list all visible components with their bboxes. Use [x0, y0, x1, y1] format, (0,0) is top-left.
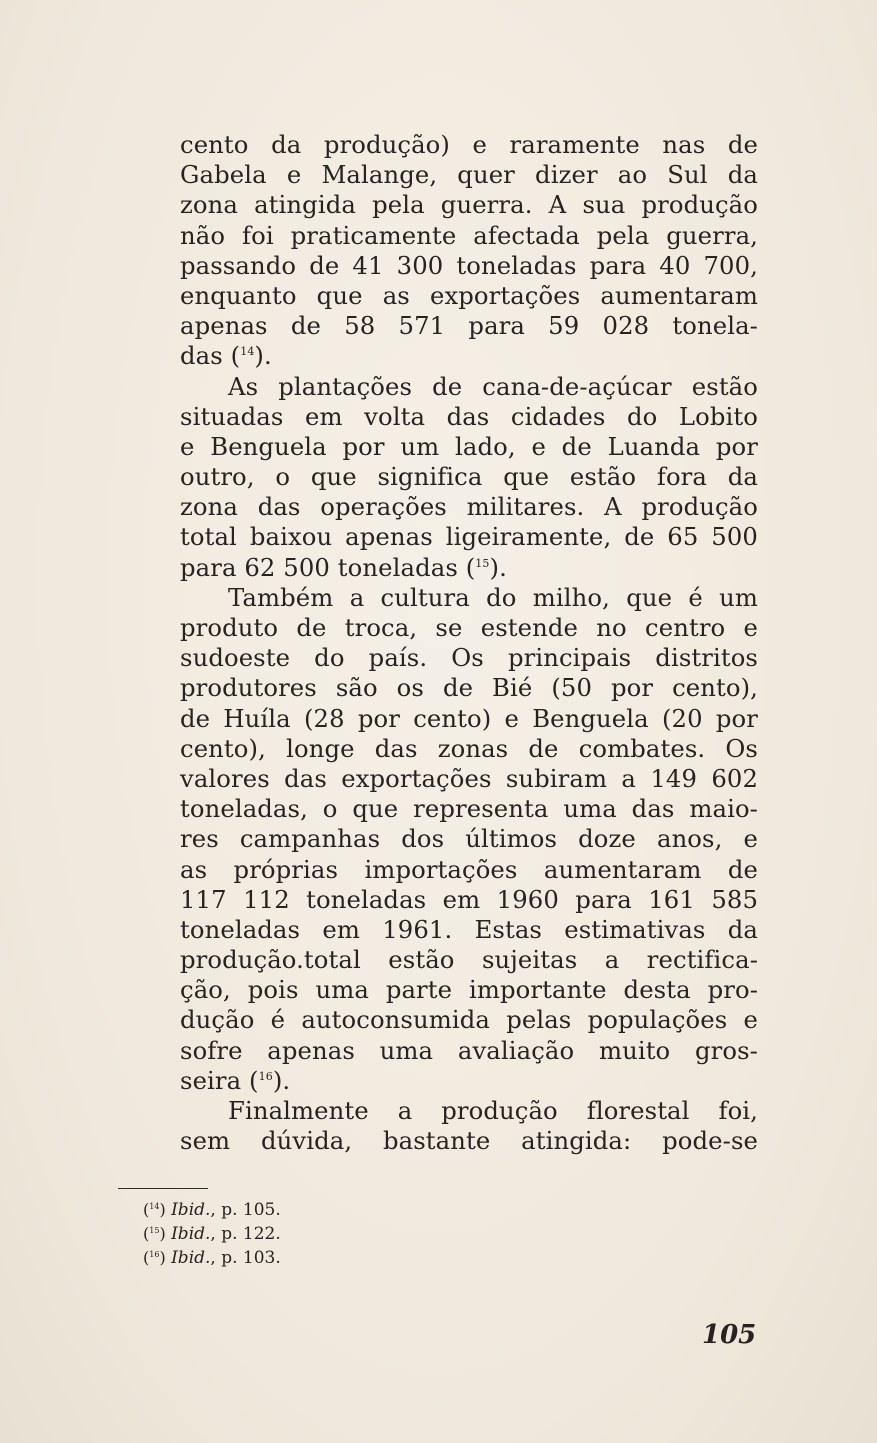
text-line: 117 112 toneladas em 1960 para 161 585	[180, 884, 758, 914]
text-line: apenas de 58 571 para 59 028 tonela-	[180, 311, 758, 341]
text-line: res campanhas dos últimos doze anos, e	[180, 824, 758, 854]
text-line: sudoeste do país. Os principais distritos	[180, 643, 758, 673]
footnote-source: Ibid.	[171, 1224, 211, 1244]
footnote	[143, 1198, 281, 1222]
text-line: cento da produção) e raramente nas de	[180, 130, 758, 159]
text-fragment: seira (	[180, 1065, 259, 1095]
body-text	[180, 130, 758, 1156]
text-line: produção.total estão sujeitas a rectifica-	[180, 945, 758, 975]
text-line: sofre apenas uma avaliação muito gros-	[180, 1035, 758, 1065]
page-number: 105	[702, 1320, 757, 1350]
ref-close: ).	[272, 1065, 291, 1095]
text-fragment: das (	[180, 341, 241, 371]
footnote-source: Ibid.	[171, 1200, 211, 1220]
ref-close: ).	[254, 341, 272, 371]
footnote-page: , p. 103.	[210, 1248, 281, 1268]
text-line: Gabela e Malange, quer dizer ao Sul da	[180, 160, 758, 190]
text-line: toneladas em 1961. Estas estimativas da	[180, 914, 758, 944]
reference-marker: 15	[475, 556, 490, 570]
text-line: zona das operações militares. A produção	[180, 492, 758, 522]
text-line: enquanto que as exportações aumentaram	[180, 280, 758, 310]
text-line: produto de troca, se estende no centro e	[180, 613, 758, 642]
text-line: e Benguela por um lado, e de Luanda por	[180, 431, 758, 461]
text-line-with-ref	[180, 1066, 758, 1096]
text-line: cento), longe das zonas de combates. Os	[180, 733, 758, 763]
text-line-paragraph-start: Também a cultura do milho, que é um	[228, 582, 758, 612]
text-line: de Huíla (28 por cento) e Benguela (20 por	[180, 703, 758, 733]
footnote-source: Ibid.	[171, 1248, 211, 1268]
text-line: sem dúvida, bastante atingida: pode-se	[180, 1126, 758, 1156]
text-line: ção, pois uma parte importante desta pro-	[180, 975, 758, 1005]
text-line-paragraph-start: Finalmente a produção florestal foi,	[228, 1096, 758, 1125]
reference-marker: 14	[240, 345, 255, 359]
text-line: não foi praticamente afectada pela guerra,	[180, 220, 758, 250]
text-line: situadas em volta das cidades do Lobito	[180, 401, 758, 431]
text-line: produtores são os de Bié (50 por cento),	[180, 673, 758, 703]
text-line: passando de 41 300 toneladas para 40 700,	[180, 250, 758, 280]
text-line: outro, o que significa que estão fora da	[180, 462, 758, 492]
text-line-with-ref	[180, 553, 758, 583]
text-line: dução é autoconsumida pelas populações e	[180, 1005, 758, 1035]
footnote-marker: ($^{14}$)	[143, 1200, 166, 1219]
footnote-marker: ($^{15}$)	[143, 1224, 166, 1243]
footnote-page: , p. 105.	[210, 1200, 281, 1220]
text-line-with-ref	[180, 341, 758, 371]
reference-marker: 16	[258, 1069, 273, 1083]
footnote	[143, 1222, 281, 1246]
text-line: as próprias importações aumentaram de	[180, 854, 758, 884]
text-fragment: para 62 500 toneladas (	[180, 552, 476, 582]
footnote-separator	[118, 1188, 208, 1189]
text-line-paragraph-start: As plantações de cana-de-açúcar estão	[228, 371, 758, 401]
footnote-page: , p. 122.	[210, 1224, 281, 1244]
text-line: toneladas, o que representa uma das maio-	[180, 794, 758, 824]
text-line: total baixou apenas ligeiramente, de 65 500	[180, 522, 758, 552]
ref-close: ).	[489, 552, 507, 582]
footnote	[143, 1246, 281, 1270]
text-line: valores das exportações subiram a 149 602	[180, 763, 758, 793]
footnote-marker: ($^{16}$)	[143, 1248, 166, 1267]
footnotes	[143, 1198, 281, 1270]
text-line: zona atingida pela guerra. A sua produção	[180, 190, 758, 220]
